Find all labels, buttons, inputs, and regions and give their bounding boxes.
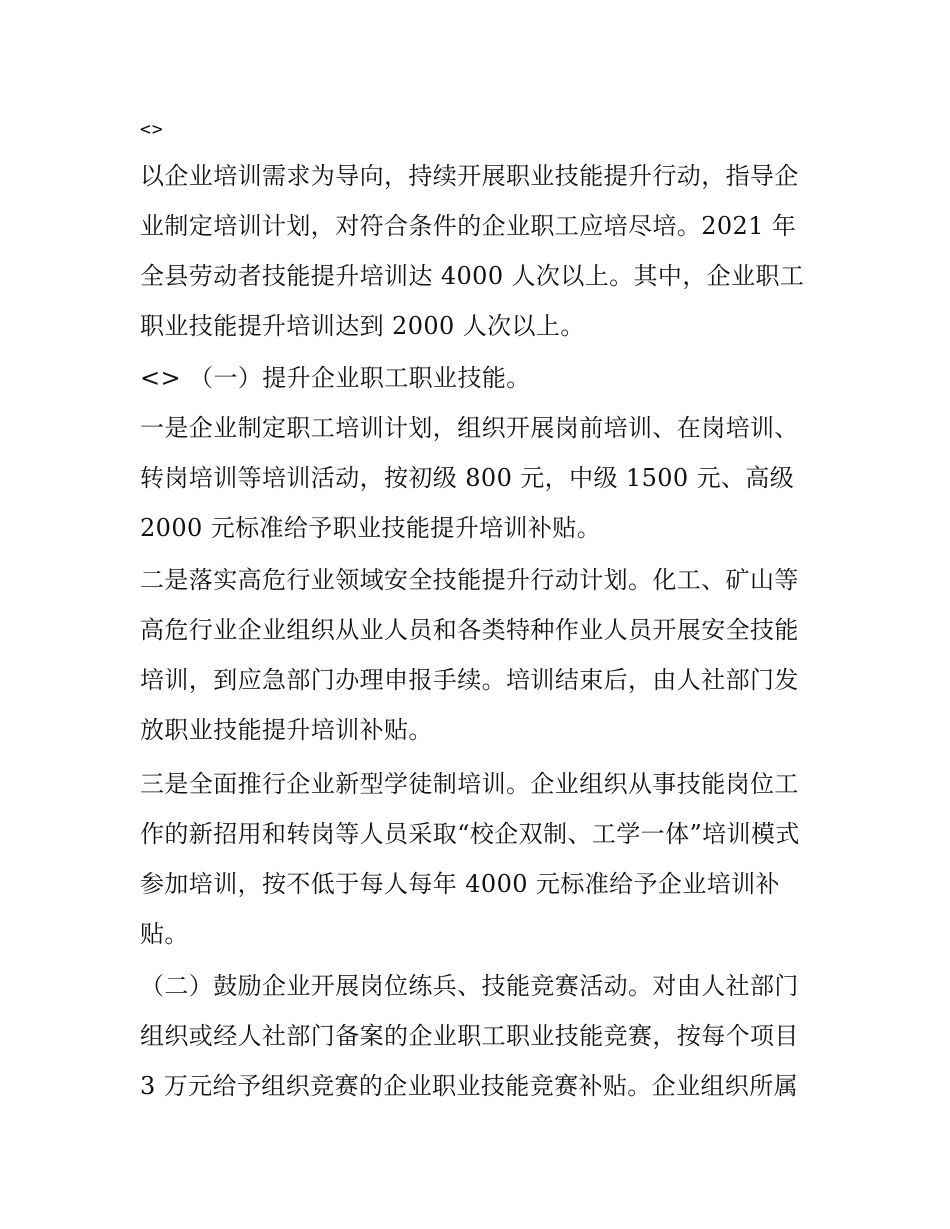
- paragraph-line: 以企业培训需求为导向，持续开展职业技能提升行动，指导企: [140, 162, 799, 190]
- paragraph-line: 组织或经人社部门备案的企业职工职业技能竞赛，按每个项目: [140, 1022, 799, 1050]
- section-heading: （二）鼓励企业开展岗位练兵、技能竞赛活动。对由人社部门: [140, 972, 799, 1000]
- paragraph-line: 业制定培训计划，对符合条件的企业职工应培尽培。2021 年: [140, 212, 797, 240]
- paragraph-line: 作的新招用和转岗等人员采取“校企双制、工学一体”培训模式: [140, 820, 800, 848]
- paragraph-line: 培训，到应急部门办理申报手续。培训结束后，由人社部门发: [140, 666, 799, 694]
- section-heading: <> （一）提升企业职工职业技能。: [140, 364, 531, 392]
- section-marker: <>: [140, 119, 164, 140]
- paragraph-line: 职业技能提升培训达到 2000 人次以上。: [140, 312, 585, 340]
- paragraph-line: 转岗培训等培训活动，按初级 800 元，中级 1500 元、高级: [140, 464, 795, 492]
- paragraph-line: 一是企业制定职工培训计划，组织开展岗前培训、在岗培训、: [140, 414, 799, 442]
- paragraph-line: 全县劳动者技能提升培训达 4000 人次以上。其中，企业职工: [140, 262, 805, 290]
- paragraph-line: 三是全面推行企业新型学徒制培训。企业组织从事技能岗位工: [140, 770, 799, 798]
- paragraph-line: 2000 元标准给予职业技能提升培训补贴。: [140, 514, 602, 542]
- paragraph-line: 放职业技能提升培训补贴。: [140, 716, 433, 744]
- paragraph-line: 参加培训，按不低于每人每年 4000 元标准给予企业培训补: [140, 870, 780, 898]
- paragraph-line: 贴。: [140, 920, 189, 948]
- paragraph-line: 高危行业企业组织从业人员和各类特种作业人员开展安全技能: [140, 616, 799, 644]
- paragraph-line: 二是落实高危行业领域安全技能提升行动计划。化工、矿山等: [140, 566, 799, 594]
- paragraph-line: 3 万元给予组织竞赛的企业职业技能竞赛补贴。企业组织所属: [140, 1072, 799, 1100]
